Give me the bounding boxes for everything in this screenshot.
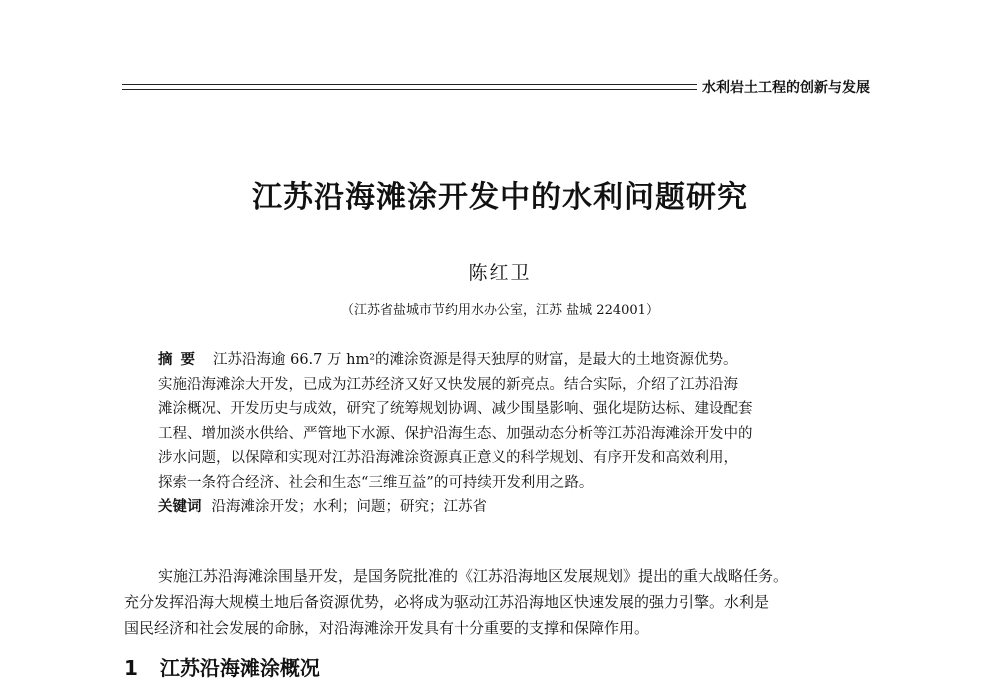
body-line: 充分发挥沿海大规模土地后备资源优势，必将成为驱动江苏沿海地区快速发展的强力引擎。水利是 bbox=[124, 593, 770, 611]
paper-title: 江苏沿海滩涂开发中的水利问题研究 bbox=[252, 180, 748, 215]
keywords-label: 关键词 bbox=[158, 499, 202, 515]
section-number: 1 bbox=[124, 656, 138, 680]
keywords-text: 沿海滩涂开发；水利；问题；研究；江苏省 bbox=[211, 499, 487, 515]
section-heading bbox=[124, 652, 320, 681]
abstract-line: 探索一条符合经济、社会和生态“三维互益”的可持续开发利用之路。 bbox=[158, 474, 594, 491]
body-line: 国民经济和社会发展的命脉，对沿海滩涂开发具有十分重要的支撑和保障作用。 bbox=[124, 619, 650, 637]
abstract-line: 涉水问题，以保障和实现对江苏沿海滩涂资源真正意义的科学规划、有序开发和高效利用， bbox=[158, 450, 738, 466]
abstract-line: 实施沿海滩涂大开发，已成为江苏经济又好又快发展的新亮点。结合实际，介绍了江苏沿海 bbox=[158, 376, 738, 393]
abstract-block bbox=[158, 348, 858, 520]
header-rule bbox=[122, 84, 697, 90]
body-line: 实施江苏沿海滩涂围垦开发，是国务院批准的《江苏沿海地区发展规划》提出的重大战略任务。 bbox=[158, 567, 789, 585]
abstract-text: 江苏沿海逾 66.7 万 hm²的滩涂资源是得天独厚的财富，是最大的土地资源优势。 bbox=[213, 352, 738, 368]
keywords-line bbox=[158, 495, 858, 520]
body-paragraph bbox=[124, 563, 894, 641]
paper-author: 陈红卫 bbox=[468, 262, 532, 284]
journal-section-header: 水利岩土工程的创新与发展 bbox=[702, 80, 870, 96]
author-affiliation: （江苏省盐城市节约用水办公室，江苏 盐城 224001） bbox=[341, 303, 659, 318]
abstract-line: 工程、增加淡水供给、严管地下水源、保护沿海生态、加强动态分析等江苏沿海滩涂开发中的 bbox=[158, 425, 753, 442]
abstract-line bbox=[158, 348, 858, 373]
abstract-line: 滩涂概况、开发历史与成效，研究了统筹规划协调、减少围垦影响、强化堤防达标、建设配套 bbox=[158, 401, 753, 417]
section-title: 江苏沿海滩涂概况 bbox=[159, 656, 320, 680]
abstract-label: 摘要 bbox=[158, 352, 203, 368]
